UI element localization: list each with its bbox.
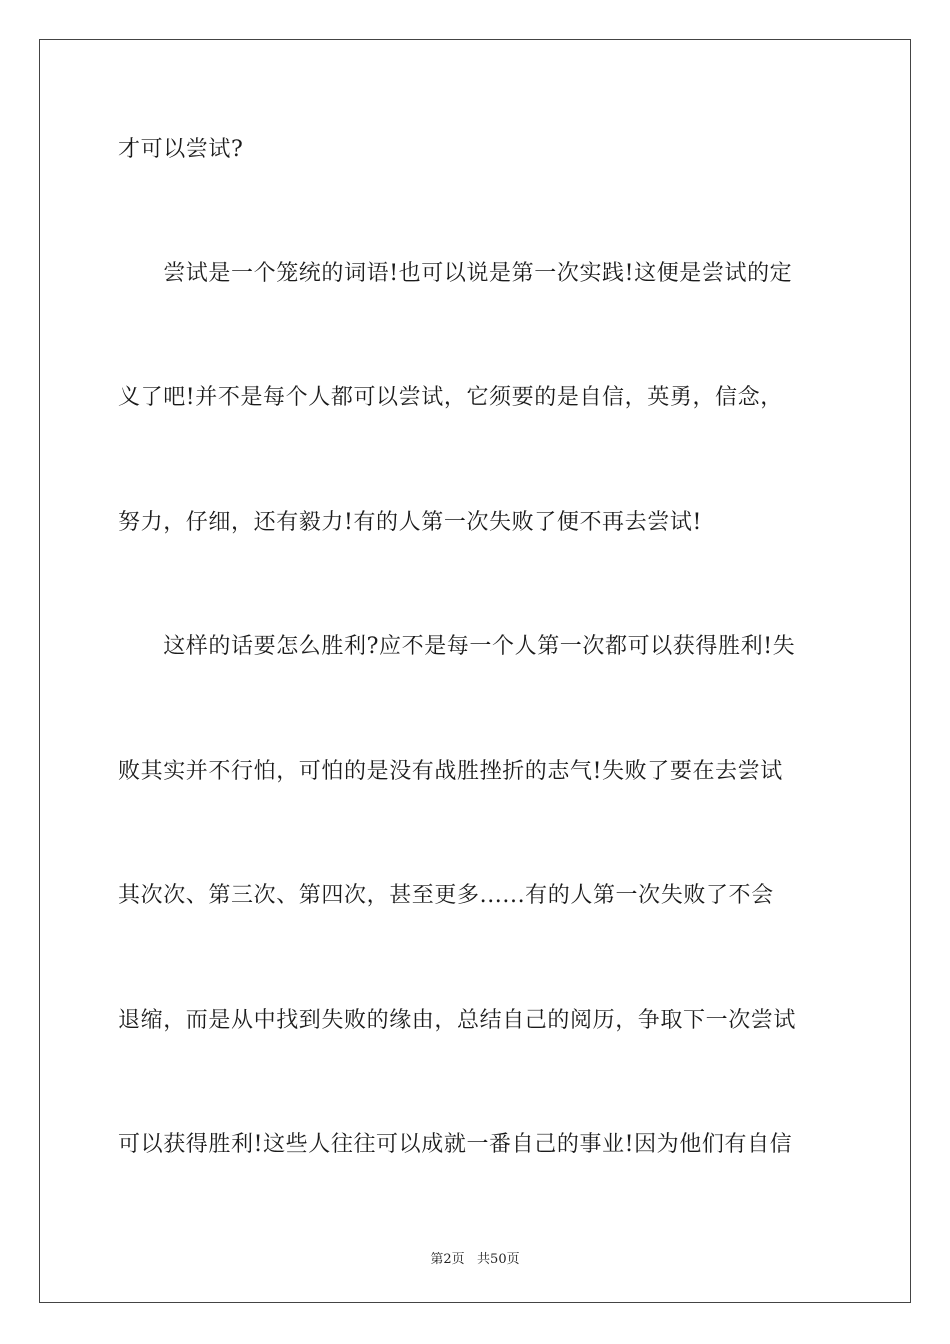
page-border bbox=[39, 39, 911, 1303]
text-line-3: 义了吧!并不是每个人都可以尝试，它须要的是自信，英勇，信念， bbox=[118, 385, 783, 410]
text-line-1: 才可以尝试? bbox=[118, 137, 244, 162]
text-line-6: 败其实并不行怕，可怕的是没有战胜挫折的志气!失败了要在去尝试 bbox=[118, 759, 783, 784]
text-line-7: 其次次、第三次、第四次，甚至更多......有的人第一次失败了不会 bbox=[118, 883, 774, 908]
text-line-5: 这样的话要怎么胜利?应不是每一个人第一次都可以获得胜利!失 bbox=[118, 634, 796, 659]
text-line-8: 退缩，而是从中找到失败的缘由，总结自己的阅历，争取下一次尝试 bbox=[118, 1008, 797, 1033]
text-line-4: 努力，仔细，还有毅力!有的人第一次失败了便不再去尝试! bbox=[118, 510, 702, 535]
page-number-footer: 第2页 共50页 bbox=[430, 1252, 520, 1267]
text-line-9: 可以获得胜利!这些人往往可以成就一番自己的事业!因为他们有自信 bbox=[118, 1132, 793, 1157]
text-line-2: 尝试是一个笼统的词语!也可以说是第一次实践!这便是尝试的定 bbox=[118, 261, 793, 286]
